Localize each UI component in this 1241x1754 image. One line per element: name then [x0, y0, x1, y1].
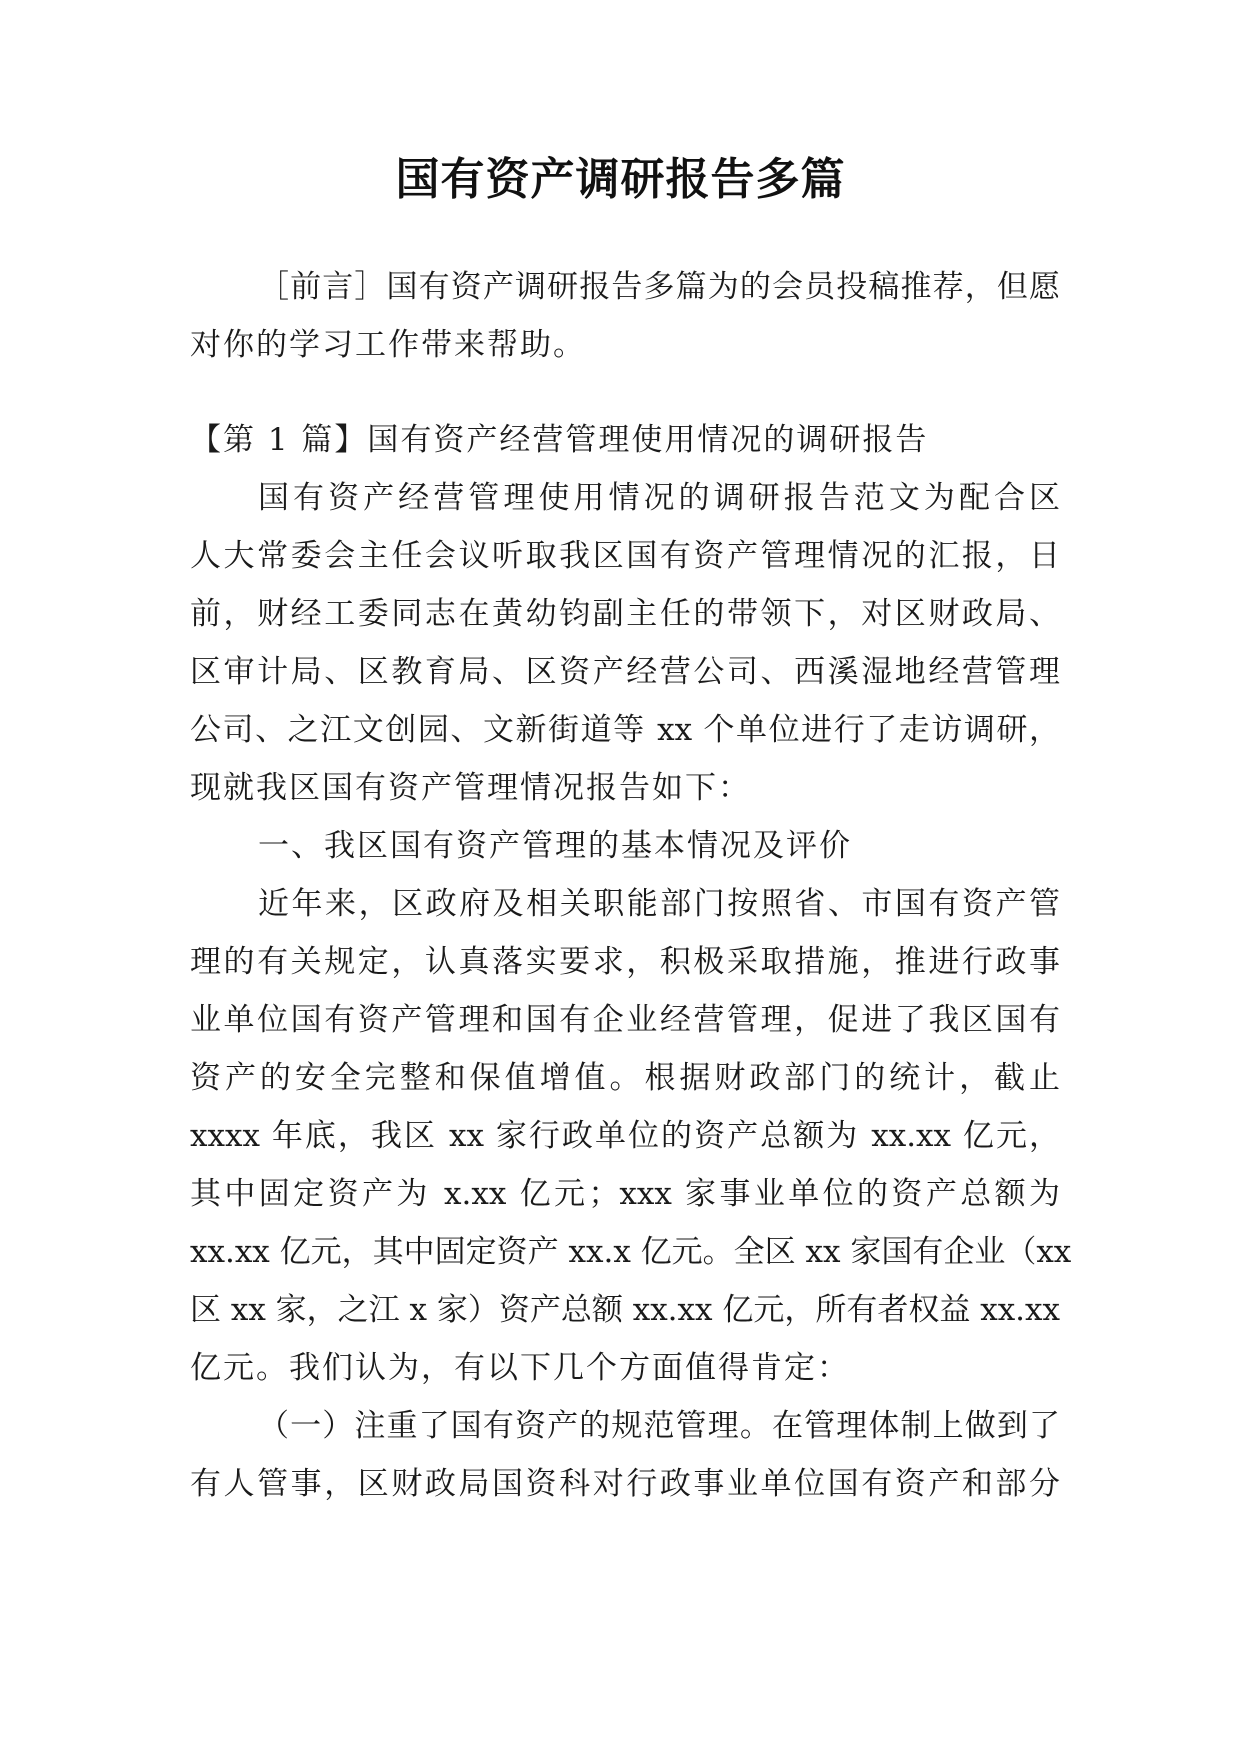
subheading: 一、我区国有资产管理的基本情况及评价: [258, 828, 852, 864]
paragraph-line: 前，财经工委同志在黄幼钧副主任的带领下，对区财政局、: [190, 596, 1060, 632]
paragraph-line: 亿元。我们认为，有以下几个方面值得肯定：: [190, 1350, 850, 1386]
paragraph-line: （一）注重了国有资产的规范管理。在管理体制上做到了: [258, 1408, 1060, 1444]
section-heading: 【第 1 篇】国有资产经营管理使用情况的调研报告: [190, 422, 929, 458]
paragraph-line: 现就我区国有资产管理情况报告如下：: [190, 770, 751, 806]
paragraph-line: 业单位国有资产管理和国有企业经营管理，促进了我区国有: [190, 1002, 1060, 1038]
paragraph-line: 公司、之江文创园、文新街道等 xx 个单位进行了走访调研，: [190, 712, 1060, 748]
paragraph-line: 其中固定资产为 x.xx 亿元；xxx 家事业单位的资产总额为: [190, 1176, 1060, 1212]
paragraph-line: 区 xx 家，之江 x 家）资产总额 xx.xx 亿元，所有者权益 xx.xx: [190, 1292, 1060, 1328]
paragraph-line: 人大常委会主任会议听取我区国有资产管理情况的汇报，日: [190, 538, 1060, 574]
paragraph-line: xx.xx 亿元，其中固定资产 xx.x 亿元。全区 xx 家国有企业（xx: [190, 1234, 1072, 1270]
preface-line-2: 对你的学习工作带来帮助。: [190, 327, 586, 363]
paragraph-line: 近年来，区政府及相关职能部门按照省、市国有资产管: [258, 886, 1060, 922]
preface-line-1: ［前言］国有资产调研报告多篇为的会员投稿推荐，但愿: [258, 269, 1060, 305]
document-title: 国有资产调研报告多篇: [395, 154, 846, 205]
paragraph-line: 理的有关规定，认真落实要求，积极采取措施，推进行政事: [190, 944, 1060, 980]
paragraph-line: xxxx 年底，我区 xx 家行政单位的资产总额为 xx.xx 亿元，: [190, 1118, 1060, 1154]
paragraph-line: 区审计局、区教育局、区资产经营公司、西溪湿地经营管理: [190, 654, 1060, 690]
paragraph-line: 国有资产经营管理使用情况的调研报告范文为配合区: [258, 480, 1060, 516]
paragraph-line: 资产的安全完整和保值增值。根据财政部门的统计，截止: [190, 1060, 1060, 1096]
paragraph-line: 有人管事，区财政局国资科对行政事业单位国有资产和部分: [190, 1466, 1060, 1502]
